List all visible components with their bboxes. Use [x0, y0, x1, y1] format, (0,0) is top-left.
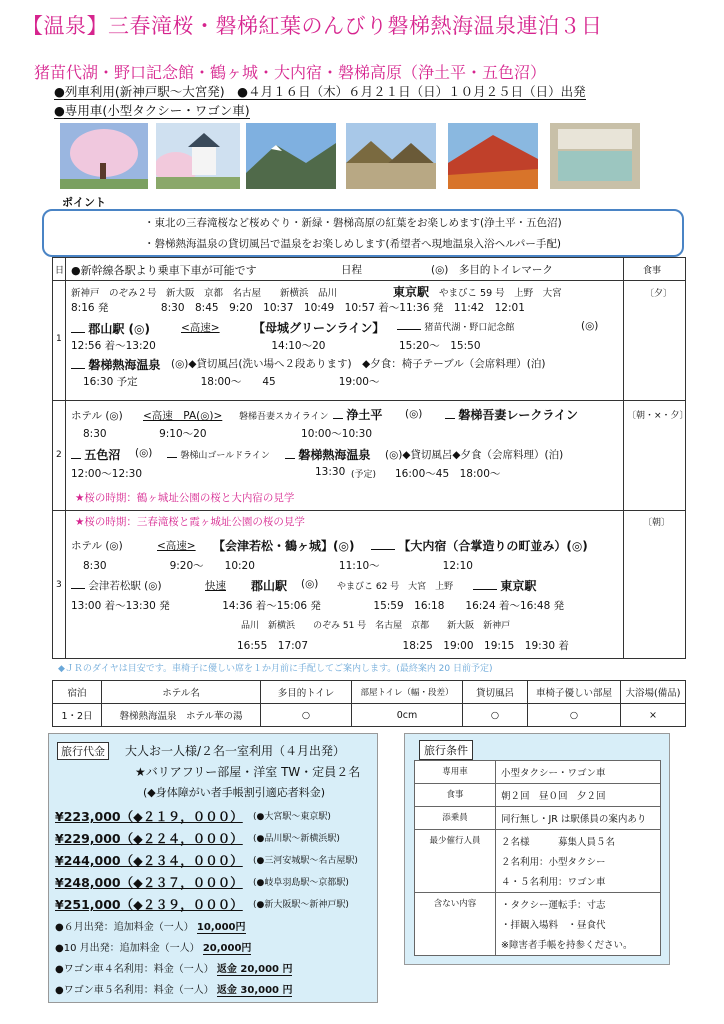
train-route: やまびこ 59 号 上野 大宮 — [439, 288, 562, 299]
table-row: 専用車 小型タクシー・ワゴン車 — [415, 761, 661, 784]
day-meal: 〔朝〕 — [643, 518, 671, 528]
table-header: 貸切風呂 — [463, 681, 528, 704]
train-type: 快速 — [205, 580, 226, 592]
time-row: 8:30 9:20～ 10:20 11:10～ 12:10 — [83, 560, 473, 572]
schedule-table — [52, 257, 689, 659]
table-row: 含ない内容 ・タクシー運転手：寸志 ・拝観入場料 ・昼食代 ※障害者手帳を持参ください。 — [415, 893, 661, 956]
price-room: ★バリアフリー部屋・洋室 TW・定員２名 — [135, 765, 361, 779]
route-type: <高速> — [157, 540, 196, 552]
header-intro: ●新幹線各駅より乗車下車が可能です — [71, 264, 257, 277]
hotel-name: 磐梯熱海温泉 — [298, 448, 371, 462]
vehicle-info: ●専用車(小型タクシー・ワゴン車) — [54, 103, 250, 118]
price-amount: ¥248,000（◆２３７，０００） — [55, 875, 243, 890]
toilet-mark: (◎) — [135, 447, 153, 459]
departure-info: ●列車利用(新神戸駅～大宮発) ●４月１６日（木）６月２１日（日）１０月２５日（日）出発 — [54, 84, 586, 99]
extra-charge: ●ワゴン車５名利用：料金（一人） 返金 30,000 円 — [55, 985, 293, 996]
price-basis: 大人お一人様/２名一室利用（４月出発） — [125, 744, 346, 758]
time-row: 16:55 17:07 18:25 19:00 19:15 19:30 着 — [237, 640, 569, 652]
train-route: やまびこ 62 号 大宮 上野 — [337, 582, 454, 592]
price-origin: (●新大阪駅～新神戸駅) — [253, 900, 349, 910]
price-amount: ¥223,000（◆２１９，０００） — [55, 809, 243, 824]
table-cell: ○ — [261, 704, 352, 727]
station-name: 郡山駅 (◎) — [88, 322, 150, 336]
conditions-box — [404, 733, 670, 965]
table-cell: ○ — [463, 704, 528, 727]
table-header: 大浴場(備品) — [621, 681, 686, 704]
header-toilet: (◎) 多目的トイレマーク — [431, 264, 553, 276]
mountain-photo — [246, 123, 336, 189]
price-discount-note: (◆身体障がい者手帳割引適応者料金) — [143, 786, 326, 799]
sakura-note: ★桜の時期：鶴ヶ城址公園の桜と大内宿の見学 — [75, 492, 295, 504]
autumn-mountain-photo — [448, 123, 538, 189]
day-number: 1 — [56, 334, 62, 344]
table-header: ホテル名 — [102, 681, 261, 704]
hotel-name: ホテル (◎) — [71, 410, 123, 422]
header-meal: 食事 — [643, 266, 662, 276]
cherry-blossom-photo — [60, 123, 148, 189]
castle-photo — [156, 123, 240, 189]
destination: 【会津若松・鶴ヶ城】(◎) — [213, 539, 355, 553]
point-item: ・磐梯熱海温泉の貸切風呂で温泉をお楽しめします(希望者へ現地温泉入浴ヘルパー手配) — [144, 238, 561, 250]
hotel-name: 磐梯熱海温泉 — [88, 358, 161, 372]
price-origin: (●大宮駅～東京駅) — [253, 812, 331, 822]
hotel-detail: (◎)◆貸切風呂(洗い場へ２段あります) ◆夕食：椅子テーブル（会席料理）(泊) — [171, 358, 546, 370]
train-route: 品川 新横浜 のぞみ 51 号 名古屋 京都 新大阪 新神戸 — [241, 621, 511, 631]
extra-charge: ●ワゴン車４名利用：料金（一人） 返金 20,000 円 — [55, 964, 293, 975]
table-cell: × — [621, 704, 686, 727]
scenic-road: 【母城グリーンライン】 — [253, 321, 385, 335]
time-row: 13:30 — [315, 466, 346, 478]
scenic-road: 磐梯山ゴールドライン — [180, 451, 270, 461]
points-label: ポイント — [62, 196, 106, 209]
toilet-mark: (◎) — [301, 578, 319, 590]
table-header: 多目的トイレ — [261, 681, 352, 704]
price-origin: (●岐阜羽島駅～京都駅) — [253, 878, 349, 888]
day-number: 2 — [56, 450, 62, 460]
jr-note: ◆ＪＲのダイヤは目安です。車椅子に優しい席を１か月前に手配してご案内します。(最終案内 20 日前予定) — [58, 664, 493, 674]
time-row: 16:30 予定 18:00～ 45 19:00～ — [83, 376, 380, 388]
table-row: 添乗員 同行無し・JR は駅係員の案内あり — [415, 807, 661, 830]
thatched-village-photo — [346, 123, 436, 189]
table-row: 食事 朝２回 昼０回 夕２回 — [415, 784, 661, 807]
table-cell: ○ — [528, 704, 621, 727]
header-itinerary: 日程 — [341, 264, 362, 276]
time-note: (予定) — [351, 470, 377, 480]
points-box — [42, 209, 684, 257]
price-origin: (●三河安城駅～名古屋駅) — [253, 856, 358, 866]
price-label: 旅行代金 — [57, 742, 109, 760]
station-name: 郡山駅 — [251, 579, 288, 593]
time-row: 13:00 着～13:30 発 14:36 着～15:06 発 15:59 16:18 16:24 着～16:48 発 — [71, 600, 565, 612]
hotel-table — [52, 680, 686, 727]
time-row: 8:30 9:10～20 10:00～10:30 — [83, 428, 373, 440]
scenic-road: 磐梯吾妻レークライン — [458, 408, 578, 422]
price-amount: ¥244,000（◆２３４，０００） — [55, 853, 243, 868]
day-number: 3 — [56, 580, 62, 590]
table-row: 最少催行人員 ２名様 募集人員５名 ２名利用：小型タクシー ４・５名利用：ワゴン車 — [415, 830, 661, 893]
destination: 猪苗代湖・野口記念館 — [424, 323, 515, 333]
station-name: 東京駅 — [393, 285, 430, 299]
destination: 【大内宿（合掌造りの町並み）(◎) — [398, 539, 588, 553]
extra-charge: ●６月出発：追加料金（一人） 10,000円 — [55, 922, 246, 933]
price-origin: (●品川駅～新横浜駅) — [253, 834, 340, 844]
time-row: 8:16 発 8:30 8:45 9:20 10:37 10:49 10:57 着～11:36 発 11:42 12:01 — [71, 302, 525, 314]
table-cell: 磐梯熱海温泉 ホテル華の湯 — [102, 704, 261, 727]
table-cell: 1・2日 — [53, 704, 102, 727]
extra-charge: ●10 月出発：追加料金（一人） 20,000円 — [55, 943, 252, 954]
scenic-road: 磐梯吾妻スカイライン — [239, 412, 329, 422]
sakura-note: ★桜の時期：三春滝桜と霞ヶ城址公園の桜の見学 — [75, 516, 305, 528]
hotel-name: ホテル (◎) — [71, 540, 123, 552]
price-box — [48, 733, 378, 1003]
table-header: 車椅子優しい部屋 — [528, 681, 621, 704]
page-title: 【温泉】三春滝桜・磐梯紅葉のんびり磐梯熱海温泉連泊３日 — [22, 14, 603, 38]
conditions-label: 旅行条件 — [419, 740, 473, 760]
route-type: <高速> — [181, 322, 220, 334]
day-meal: 〔朝・×・夕〕 — [627, 411, 689, 421]
conditions-table — [414, 760, 661, 956]
table-row — [53, 704, 686, 727]
route-type: <高速 PA(◎)> — [143, 410, 223, 422]
toilet-mark: (◎) — [405, 408, 423, 420]
hot-spring-photo — [550, 123, 640, 189]
time-row: 12:00～12:30 — [71, 468, 143, 480]
page-subtitle: 猪苗代湖・野口記念館・鶴ヶ城・大内宿・磐梯高原（浄土平・五色沼） — [34, 63, 547, 82]
time-row: 16:00～45 18:00～ — [395, 468, 501, 480]
destination: 五色沼 — [84, 448, 121, 462]
station-name: 東京駅 — [500, 579, 537, 593]
hotel-detail: (◎)◆貸切風呂◆夕食（会席料理）(泊) — [385, 449, 564, 461]
train-route: 新神戸 のぞみ２号 新大阪 京都 名古屋 新横浜 品川 — [71, 288, 338, 299]
point-item: ・東北の三春滝桜など桜めぐり・新緑・磐梯高原の紅葉をお楽しめます(浄土平・五色沼) — [144, 217, 562, 229]
day-meal: 〔夕〕 — [645, 289, 673, 299]
toilet-mark: (◎) — [581, 320, 599, 332]
table-header: 宿泊 — [53, 681, 102, 704]
price-amount: ¥251,000（◆２３９，０００） — [55, 897, 243, 912]
table-cell: 0cm — [352, 704, 463, 727]
station-name: 会津若松駅 (◎) — [88, 580, 162, 592]
table-header-row — [53, 681, 686, 704]
price-amount: ¥229,000（◆２２４，０００） — [55, 831, 243, 846]
destination: 浄土平 — [346, 408, 383, 422]
table-header: 部屋トイレ（幅・段差） — [352, 681, 463, 704]
header-day: 日 — [55, 266, 65, 276]
time-row: 12:56 着～13:20 14:10～20 15:20～ 15:50 — [71, 340, 481, 352]
